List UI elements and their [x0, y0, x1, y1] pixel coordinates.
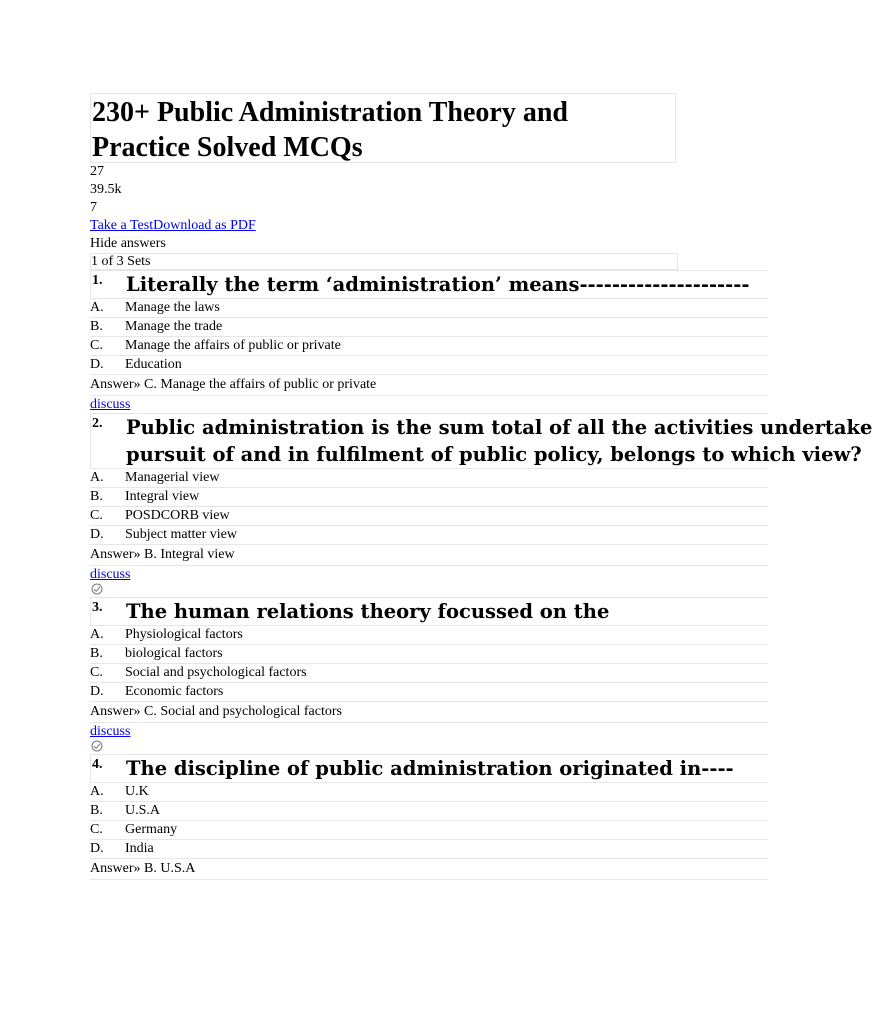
page-title-line-1: 230+ Public Administration Theory and [92, 97, 568, 128]
option-row[interactable] [90, 507, 768, 526]
option-letter: B. [90, 489, 103, 504]
option-letter: B. [90, 646, 103, 661]
option-row[interactable] [90, 840, 768, 859]
option-letter: D. [90, 527, 104, 542]
question-text-line: The discipline of public administration originated in---- [126, 757, 734, 780]
option-row[interactable] [90, 488, 768, 507]
option-row[interactable] [90, 469, 768, 488]
option-row[interactable] [90, 683, 768, 702]
answer-line: Answer» C. Manage the affairs of public or private [90, 375, 768, 396]
option-text: U.K [125, 784, 149, 799]
option-letter: B. [90, 803, 103, 818]
page-title [92, 94, 674, 165]
option-text: U.S.A [125, 803, 161, 818]
option-letter: C. [90, 665, 103, 680]
action-links [90, 217, 768, 235]
question-text [126, 598, 609, 625]
option-text: Physiological factors [125, 627, 243, 642]
question-block [90, 597, 768, 752]
question-number: 1. [92, 273, 103, 288]
discuss-row [90, 396, 768, 413]
question-header [90, 597, 768, 626]
check-circle-icon[interactable] [91, 583, 103, 595]
option-text: Economic factors [125, 684, 224, 699]
question-header [90, 413, 872, 469]
option-row[interactable] [90, 626, 768, 645]
option-row[interactable] [90, 664, 768, 683]
option-text: biological factors [125, 646, 223, 661]
question-text [126, 271, 749, 298]
sets-indicator: 1 of 3 Sets [90, 253, 678, 270]
question-number: 2. [92, 416, 103, 431]
page-title-line-2: Practice Solved MCQs [92, 132, 363, 163]
question-block [90, 413, 872, 595]
option-text: Social and psychological factors [125, 665, 307, 680]
question-header [90, 270, 768, 299]
option-text: Manage the trade [125, 319, 223, 334]
question-list [90, 270, 872, 880]
option-letter: A. [90, 784, 104, 799]
answer-line: Answer» B. Integral view [90, 545, 768, 566]
answer-line: Answer» C. Social and psychological factors [90, 702, 768, 723]
take-test-link[interactable]: Take a Test [90, 218, 154, 233]
question-text-line: Literally the term ‘administration’ means--------------------- [126, 273, 750, 296]
page-content [90, 93, 872, 880]
discuss-link[interactable]: discuss [90, 567, 131, 582]
download-pdf-link[interactable]: Download as PDF [153, 218, 256, 233]
stat-3: 7 [90, 200, 97, 215]
question-text [126, 414, 872, 468]
option-letter: A. [90, 300, 104, 315]
check-circle-icon[interactable] [91, 740, 103, 752]
answer-line: Answer» B. U.S.A [90, 859, 768, 880]
question-text-line: The human relations theory focussed on the [126, 600, 610, 623]
option-text: Subject matter view [125, 527, 237, 542]
discuss-link[interactable]: discuss [90, 724, 131, 739]
discuss-link[interactable]: discuss [90, 397, 131, 412]
discuss-row [90, 566, 768, 583]
discuss-row [90, 723, 768, 740]
option-text: Germany [125, 822, 178, 837]
option-row[interactable] [90, 526, 768, 545]
option-letter: B. [90, 319, 103, 334]
option-row[interactable] [90, 783, 768, 802]
option-text: Education [125, 357, 182, 372]
option-row[interactable] [90, 337, 768, 356]
option-letter: A. [90, 627, 104, 642]
stat-2: 39.5k [90, 182, 122, 197]
hide-answers-toggle[interactable]: Hide answers [90, 236, 166, 251]
option-row[interactable] [90, 645, 768, 664]
question-number: 4. [92, 757, 103, 772]
option-row[interactable] [90, 356, 768, 375]
question-number: 3. [92, 600, 103, 615]
option-text: Manage the affairs of public or private [125, 338, 341, 353]
option-row[interactable] [90, 299, 768, 318]
option-letter: C. [90, 508, 103, 523]
option-letter: C. [90, 338, 103, 353]
option-text: Managerial view [125, 470, 220, 485]
option-text: POSDCORB view [125, 508, 230, 523]
option-text: India [125, 841, 154, 856]
option-letter: A. [90, 470, 104, 485]
option-row[interactable] [90, 821, 768, 840]
question-text-line: Public administration is the sum total of all the activities undertake [126, 416, 872, 439]
question-block [90, 270, 768, 413]
stat-1: 27 [90, 164, 104, 179]
option-row[interactable] [90, 802, 768, 821]
option-text: Manage the laws [125, 300, 220, 315]
question-block [90, 754, 768, 880]
option-letter: C. [90, 822, 103, 837]
title-box [90, 93, 676, 163]
option-letter: D. [90, 357, 104, 372]
question-text-line: pursuit of and in fulfilment of public policy, belongs to which view? [126, 443, 862, 466]
option-letter: D. [90, 841, 104, 856]
option-text: Integral view [125, 489, 200, 504]
question-header [90, 754, 768, 783]
option-letter: D. [90, 684, 104, 699]
question-text [126, 755, 734, 782]
option-row[interactable] [90, 318, 768, 337]
